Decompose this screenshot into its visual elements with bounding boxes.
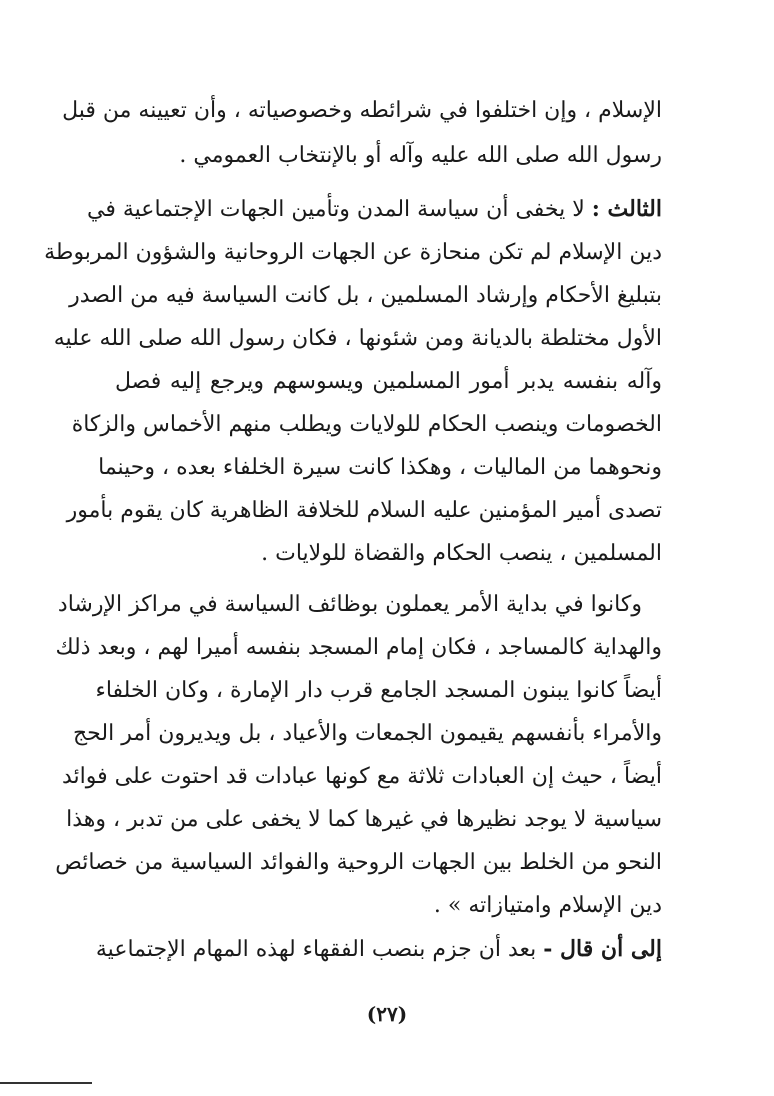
text-line-16: أيضاً ، حيث إن العبادات ثلاثة مع كونها عبادات قد احتوت على فوائد [62, 764, 662, 789]
text-line-1: الإسلام ، وإن اختلفوا في شرائطه وخصوصياته ، وأن تعيينه من قبل [62, 98, 662, 123]
text-line-13: والهداية كالمساجد ، فكان إمام المسجد بنفسه أميرا لهم ، وبعد ذلك [55, 635, 662, 660]
text-line-4: دين الإسلام لم تكن منحازة عن الجهات الروحانية والشؤون المربوطة [44, 240, 662, 265]
text-line-19: دين الإسلام وامتيازاته » . [433, 893, 662, 918]
text-line-3 [87, 189, 662, 229]
text-line-5: بتبليغ الأحكام وإرشاد المسلمين ، بل كانت السياسة فيه من الصدر [69, 283, 662, 308]
text-line-8: الخصومات وينصب الحكام للولايات ويطلب منهم الأخماس والزكاة [71, 412, 662, 437]
text-line-20 [95, 929, 662, 969]
text-line-14: أيضاً كانوا يبنون المسجد الجامع قرب دار الإمارة ، وكان الخلفاء [95, 678, 662, 703]
text-line-15: والأمراء بأنفسهم يقيمون الجمعات والأعياد ، بل ويديرون أمر الحج [72, 721, 662, 746]
text-line-2: رسول الله صلى الله عليه وآله أو بالإنتخاب العمومي . [179, 143, 662, 168]
text-line-17: سياسية لا يوجد نظيرها في غيرها كما لا يخفى على من تدبر ، وهذا [66, 807, 662, 832]
text-line-10: تصدى أمير المؤمنين عليه السلام للخلافة الظاهرية كان يقوم بأمور [66, 498, 662, 523]
text-line-18: النحو من الخلط بين الجهات الروحية والفوائد السياسية من خصائص [55, 850, 662, 875]
text-line-11: المسلمين ، ينصب الحكام والقضاة للولايات . [261, 541, 662, 566]
lead-word-third: الثالث : [591, 196, 662, 222]
text-line-9: ونحوهما من الماليات ، وهكذا كانت سيرة الخلفاء بعده ، وحينما [98, 455, 662, 480]
page-number: (٢٧) [366, 1002, 408, 1026]
lead-phrase-until-he-said: إلى أن قال - [543, 936, 662, 962]
text-line-7: وآله بنفسه يدبر أمور المسلمين ويسوسهم ويرجع إليه فصل [115, 369, 662, 394]
text-line-12: وكانوا في بداية الأمر يعملون بوظائف السياسة في مراكز الإرشاد [57, 592, 642, 617]
footer-rule [0, 1082, 92, 1084]
text-line-3-body: لا يخفى أن سياسة المدن وتأمين الجهات الإجتماعية في [87, 197, 585, 222]
text-line-20-body: بعد أن جزم بنصب الفقهاء لهذه المهام الإجتماعية [95, 937, 537, 962]
text-line-6: الأول مختلطة بالديانة ومن شئونها ، فكان رسول الله صلى الله عليه [53, 326, 662, 351]
